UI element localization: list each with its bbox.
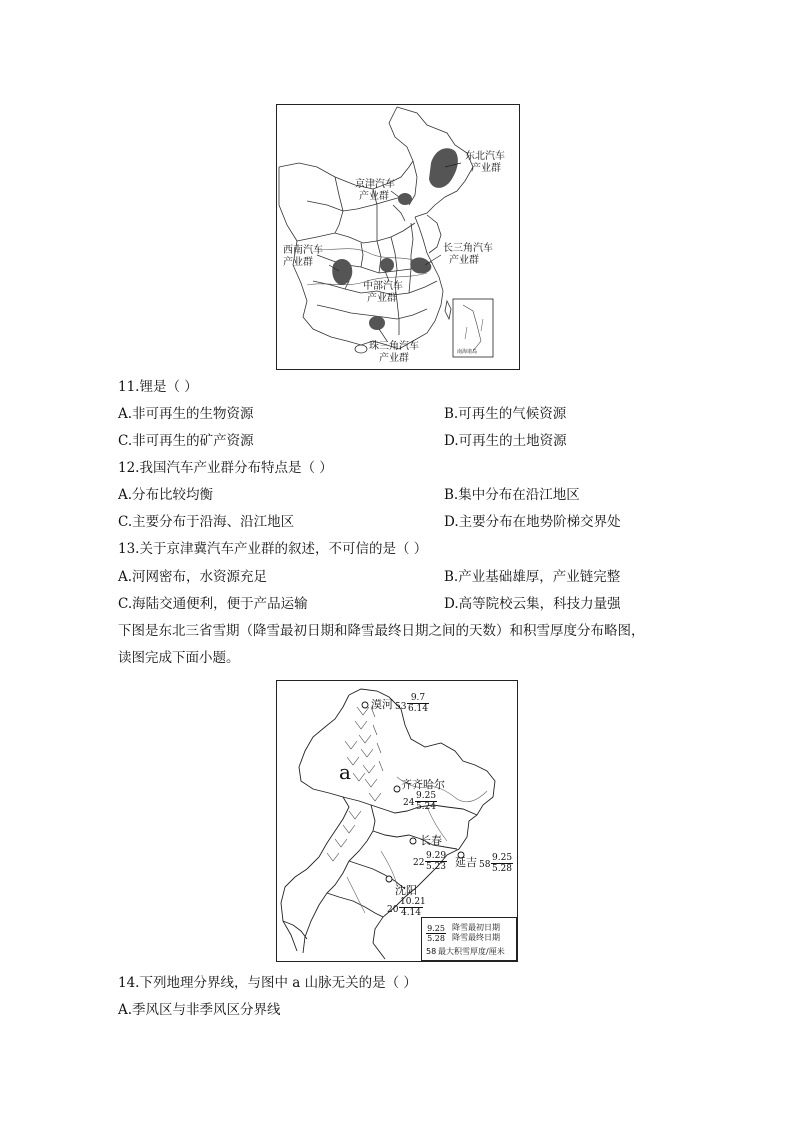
question-11-option-d: D.可再生的土地资源 bbox=[444, 433, 567, 449]
question-12-option-d: D.主要分布在地势阶梯交界处 bbox=[444, 514, 621, 530]
inset-label: 南海诸岛 bbox=[457, 349, 478, 355]
label-line: 产业群 bbox=[471, 163, 501, 174]
mountain-range-hatching bbox=[327, 707, 383, 861]
label-line: 东北汽车 bbox=[465, 151, 505, 162]
city-qiqihar-dates bbox=[415, 791, 437, 812]
question-11-option-b: B.可再生的气候资源 bbox=[444, 406, 567, 422]
city-changchun-last: 5.23 bbox=[425, 862, 447, 872]
label-line: 产业群 bbox=[359, 191, 389, 202]
question-13-option-b: B.产业基础雄厚，产业链完整 bbox=[444, 569, 621, 585]
label-line: 西南汽车 bbox=[283, 245, 323, 256]
label-line: 中部汽车 bbox=[363, 281, 403, 292]
question-11-option-c: C.非可再生的矿产资源 bbox=[118, 433, 254, 449]
label-line: 京津汽车 bbox=[355, 179, 395, 190]
label-line: 产业群 bbox=[449, 255, 479, 266]
question-14-stem: 14.下列地理分界线，与图中 a 山脉无关的是（ ） bbox=[118, 975, 417, 991]
city-mohe-first: 9.7 bbox=[407, 693, 429, 704]
city-mohe-last: 6.14 bbox=[407, 704, 429, 714]
label-central-cluster bbox=[363, 281, 403, 305]
city-changchun-first: 9.29 bbox=[426, 851, 447, 861]
city-yanji-last: 5.28 bbox=[491, 864, 513, 874]
city-shenyang-depth: 20 bbox=[387, 905, 399, 915]
city-shenyang-name: 沈阳 bbox=[395, 884, 417, 897]
label-line: 产业群 bbox=[379, 353, 409, 364]
city-mohe-depth: 53 bbox=[395, 702, 407, 712]
northeast-snow-map bbox=[276, 680, 518, 962]
legend-first-value: 9.25 bbox=[427, 924, 445, 933]
question-13-option-c: C.海陆交通便利，便于产品运输 bbox=[118, 596, 308, 612]
legend-depth-value: 58 bbox=[426, 947, 437, 956]
question-13-stem: 13.关于京津冀汽车产业群的叙述，不可信的是（ ） bbox=[118, 541, 428, 557]
intro-line-2: 读图完成下面小题。 bbox=[118, 650, 240, 666]
city-shenyang-dates bbox=[399, 897, 426, 918]
label-southwest-cluster bbox=[283, 245, 323, 269]
china-map-outline bbox=[277, 105, 519, 369]
question-12-option-c: C.主要分布于沿海、沿江地区 bbox=[118, 514, 295, 530]
label-line: 珠三角汽车 bbox=[369, 341, 419, 352]
question-12-stem: 12.我国汽车产业群分布特点是（ ） bbox=[118, 460, 333, 476]
city-qiqihar-last: 5.24 bbox=[415, 802, 437, 812]
label-line: 长三角汽车 bbox=[443, 243, 493, 254]
city-yanji-depth: 58 bbox=[479, 860, 491, 870]
question-12-option-b: B.集中分布在沿江地区 bbox=[444, 487, 580, 503]
map-legend bbox=[421, 917, 517, 961]
city-mohe-name: 漠河 bbox=[371, 698, 393, 711]
city-markers bbox=[362, 702, 464, 882]
city-yanji-dates bbox=[491, 853, 513, 874]
city-changchun-depth: 22 bbox=[413, 858, 425, 868]
city-yanji-name: 延吉 bbox=[455, 856, 477, 869]
label-pearl-cluster bbox=[369, 341, 419, 365]
china-auto-cluster-map bbox=[276, 104, 520, 370]
city-shenyang-last: 4.14 bbox=[400, 908, 422, 918]
city-qiqihar-name: 齐齐哈尔 bbox=[401, 778, 445, 791]
question-14-option-a: A.季风区与非季风区分界线 bbox=[118, 1002, 281, 1018]
label-yangtze-cluster bbox=[443, 243, 493, 267]
city-yanji-first: 9.25 bbox=[492, 853, 513, 863]
label-jingjin-cluster bbox=[355, 179, 395, 203]
legend-first-label: 降雪最初日期 bbox=[452, 923, 500, 932]
city-changchun-name: 长春 bbox=[420, 834, 442, 847]
question-11-stem: 11.锂是（ ） bbox=[118, 379, 198, 395]
intro-line-1: 下图是东北三省雪期（降雪最初日期和降雪最终日期之间的天数）和积雪厚度分布略图， bbox=[118, 623, 645, 639]
question-13-option-d: D.高等院校云集，科技力量强 bbox=[444, 596, 621, 612]
city-shenyang-first: 10.21 bbox=[400, 897, 426, 907]
city-qiqihar-first: 9.25 bbox=[416, 791, 437, 801]
legend-last-value: 5.28 bbox=[427, 934, 445, 943]
city-mohe-dates bbox=[407, 693, 429, 714]
label-northeast-cluster bbox=[465, 151, 505, 175]
mountain-label-a: a bbox=[339, 760, 351, 784]
city-qiqihar-depth: 24 bbox=[403, 798, 415, 808]
legend-depth-label: 最大积雪厚度/厘米 bbox=[438, 947, 505, 956]
label-line: 产业群 bbox=[367, 293, 397, 304]
city-changchun-dates bbox=[425, 851, 447, 872]
question-12-option-a: A.分布比较均衡 bbox=[118, 487, 214, 503]
label-line: 产业群 bbox=[283, 257, 313, 268]
legend-last-label: 降雪最终日期 bbox=[452, 933, 500, 942]
question-13-option-a: A.河网密布，水资源充足 bbox=[118, 569, 268, 585]
legend-dates bbox=[426, 924, 446, 943]
question-11-option-a: A.非可再生的生物资源 bbox=[118, 406, 254, 422]
